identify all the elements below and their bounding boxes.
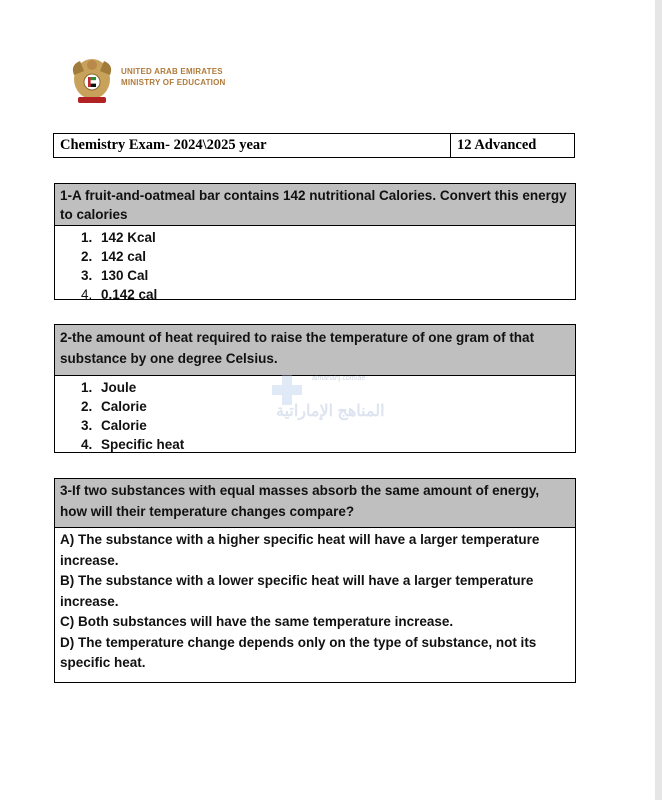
watermark [272, 373, 397, 433]
ministry-heading [121, 66, 226, 88]
exam-title: Chemistry Exam- 2024\2025 year [54, 134, 451, 157]
option-number: 3. [81, 418, 93, 433]
option-label: 0.142 cal [101, 287, 158, 302]
option: D) The temperature change depends only on the type of substance, not its specific heat. [60, 634, 537, 670]
country-name: UNITED ARAB EMIRATES [121, 67, 223, 76]
watermark-url: almanahj.com/ae [312, 375, 366, 382]
option-number: 4. [81, 437, 93, 452]
option [55, 228, 575, 247]
option-number: 1. [81, 230, 93, 245]
option-number: 1. [81, 380, 93, 395]
option-label: 130 Cal [101, 268, 149, 283]
question-1-options [55, 226, 575, 306]
uae-emblem-logo [70, 55, 114, 107]
scrollbar[interactable] [655, 0, 662, 800]
option: C) Both substances will have the same temperature increase. [60, 614, 454, 629]
option-number: 2. [81, 399, 93, 414]
option [55, 266, 575, 285]
option-label: Calorie [101, 399, 147, 414]
option-number: 2. [81, 249, 93, 264]
option-label: Specific heat [101, 437, 185, 452]
option-label: Joule [101, 380, 137, 395]
option [55, 285, 575, 304]
question-3-text: 3-If two substances with equal masses absorb the same amount of energy, how will their temperature changes compare? [55, 479, 575, 528]
question-1-text: 1-A fruit-and-oatmeal bar contains 142 nutritional Calories. Convert this energy to calories [55, 184, 575, 226]
option-number: 4. [81, 287, 93, 302]
option: A) The substance with a higher specific heat will have a larger temperature increase. [60, 532, 540, 568]
ministry-name: MINISTRY OF EDUCATION [121, 78, 226, 87]
exam-grade: 12 Advanced [457, 137, 537, 153]
question-1 [54, 183, 576, 300]
question-2-text: 2-the amount of heat required to raise the temperature of one gram of that substance by one degree Celsius. [55, 325, 575, 376]
option [55, 247, 575, 266]
option-number: 3. [81, 268, 93, 283]
question-3 [54, 478, 576, 683]
option: B) The substance with a lower specific heat will have a larger temperature increase. [60, 573, 534, 609]
option [55, 435, 575, 454]
option-label: 142 Kcal [101, 230, 156, 245]
option-label: Calorie [101, 418, 147, 433]
option-label: 142 cal [101, 249, 147, 264]
question-3-options [55, 528, 575, 677]
exam-header-table [53, 133, 575, 158]
watermark-text: المناهج الإماراتية [276, 403, 385, 420]
